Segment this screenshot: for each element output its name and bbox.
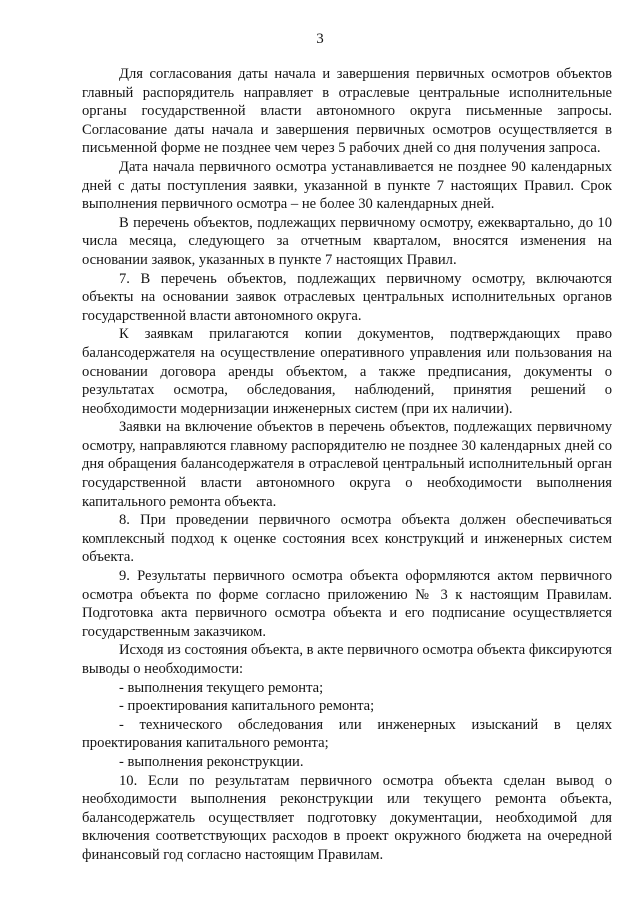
paragraph: 8. При проведении первичного осмотра объекта должен обеспечиваться комплексный подход к оценке состояния всех конструкций и инженерных систем объекта. — [82, 512, 612, 566]
paragraph: 9. Результаты первичного осмотра объекта оформляются актом первичного осмотра объекта по форме согласно приложению № 3 к настоящим Правилам. Подготовка акта первичного осмотра объекта и его подписание осуществляется государственным заказчиком. — [82, 568, 612, 640]
paragraph: Для согласования даты начала и завершения первичных осмотров объектов главный распорядитель направляет в отраслевые центральные исполнительные органы государственной власти автономного округа письменные запросы. Согласование даты начала и завершения первичных осмотров осуществляется в письменной форме не позднее чем через 5 рабочих дней со дня получения запроса. — [82, 66, 612, 157]
paragraph: Заявки на включение объектов в перечень объектов, подлежащих первичному осмотру, направляются главному распорядителю не позднее 30 календарных дней со дня обращения балансодержателя в отраслевой центральный исполнительный орган государственной власти автономного округа о необходимости выполнения капитального ремонта объекта. — [82, 419, 612, 510]
paragraph: К заявкам прилагаются копии документов, подтверждающих право балансодержателя на осуществление оперативного управления или пользования на основании договора аренды объектом, а также предписания, документы о результатах осмотра, обследования, наблюдений, принятия решений о необходимости модернизации инженерных систем (при их наличии). — [82, 326, 612, 417]
list-item: - выполнения текущего ремонта; — [119, 679, 324, 696]
document-body — [82, 65, 612, 865]
list-item: - технического обследования или инженерных изысканий в целях проектирования капитального ремонта; — [82, 716, 612, 752]
paragraph: Дата начала первичного осмотра устанавливается не позднее 90 календарных дней с даты поступления заявки, указанной в пункте 7 настоящих Правил. Срок выполнения первичного осмотра – не более 30 календарных дней. — [82, 158, 612, 213]
list-item: - выполнения реконструкции. — [119, 753, 304, 770]
paragraph: 7. В перечень объектов, подлежащих первичному осмотру, включаются объекты на основании заявок отраслевых центральных исполнительных органов государственной власти автономного округа. — [82, 270, 612, 324]
paragraph: 10. Если по результатам первичного осмотра объекта сделан вывод о необходимости выполнения реконструкции или текущего ремонта объекта, балансодержатель осуществляет подготовку документации, необходимой для включения соответствующих расходов в проект окружного бюджета на очередной финансовый год согласно настоящим Правилам. — [82, 772, 612, 863]
list-item: - проектирования капитального ремонта; — [119, 698, 375, 715]
page-number: 3 — [316, 31, 324, 47]
paragraph: Исходя из состояния объекта, в акте первичного осмотра объекта фиксируются выводы о необходимости: — [82, 642, 612, 677]
paragraph: В перечень объектов, подлежащих первичному осмотру, ежеквартально, до 10 числа месяца, следующего за отчетным кварталом, вносятся изменения на основании заявок, указанных в пункте 7 настоящих Правил. — [82, 214, 612, 268]
